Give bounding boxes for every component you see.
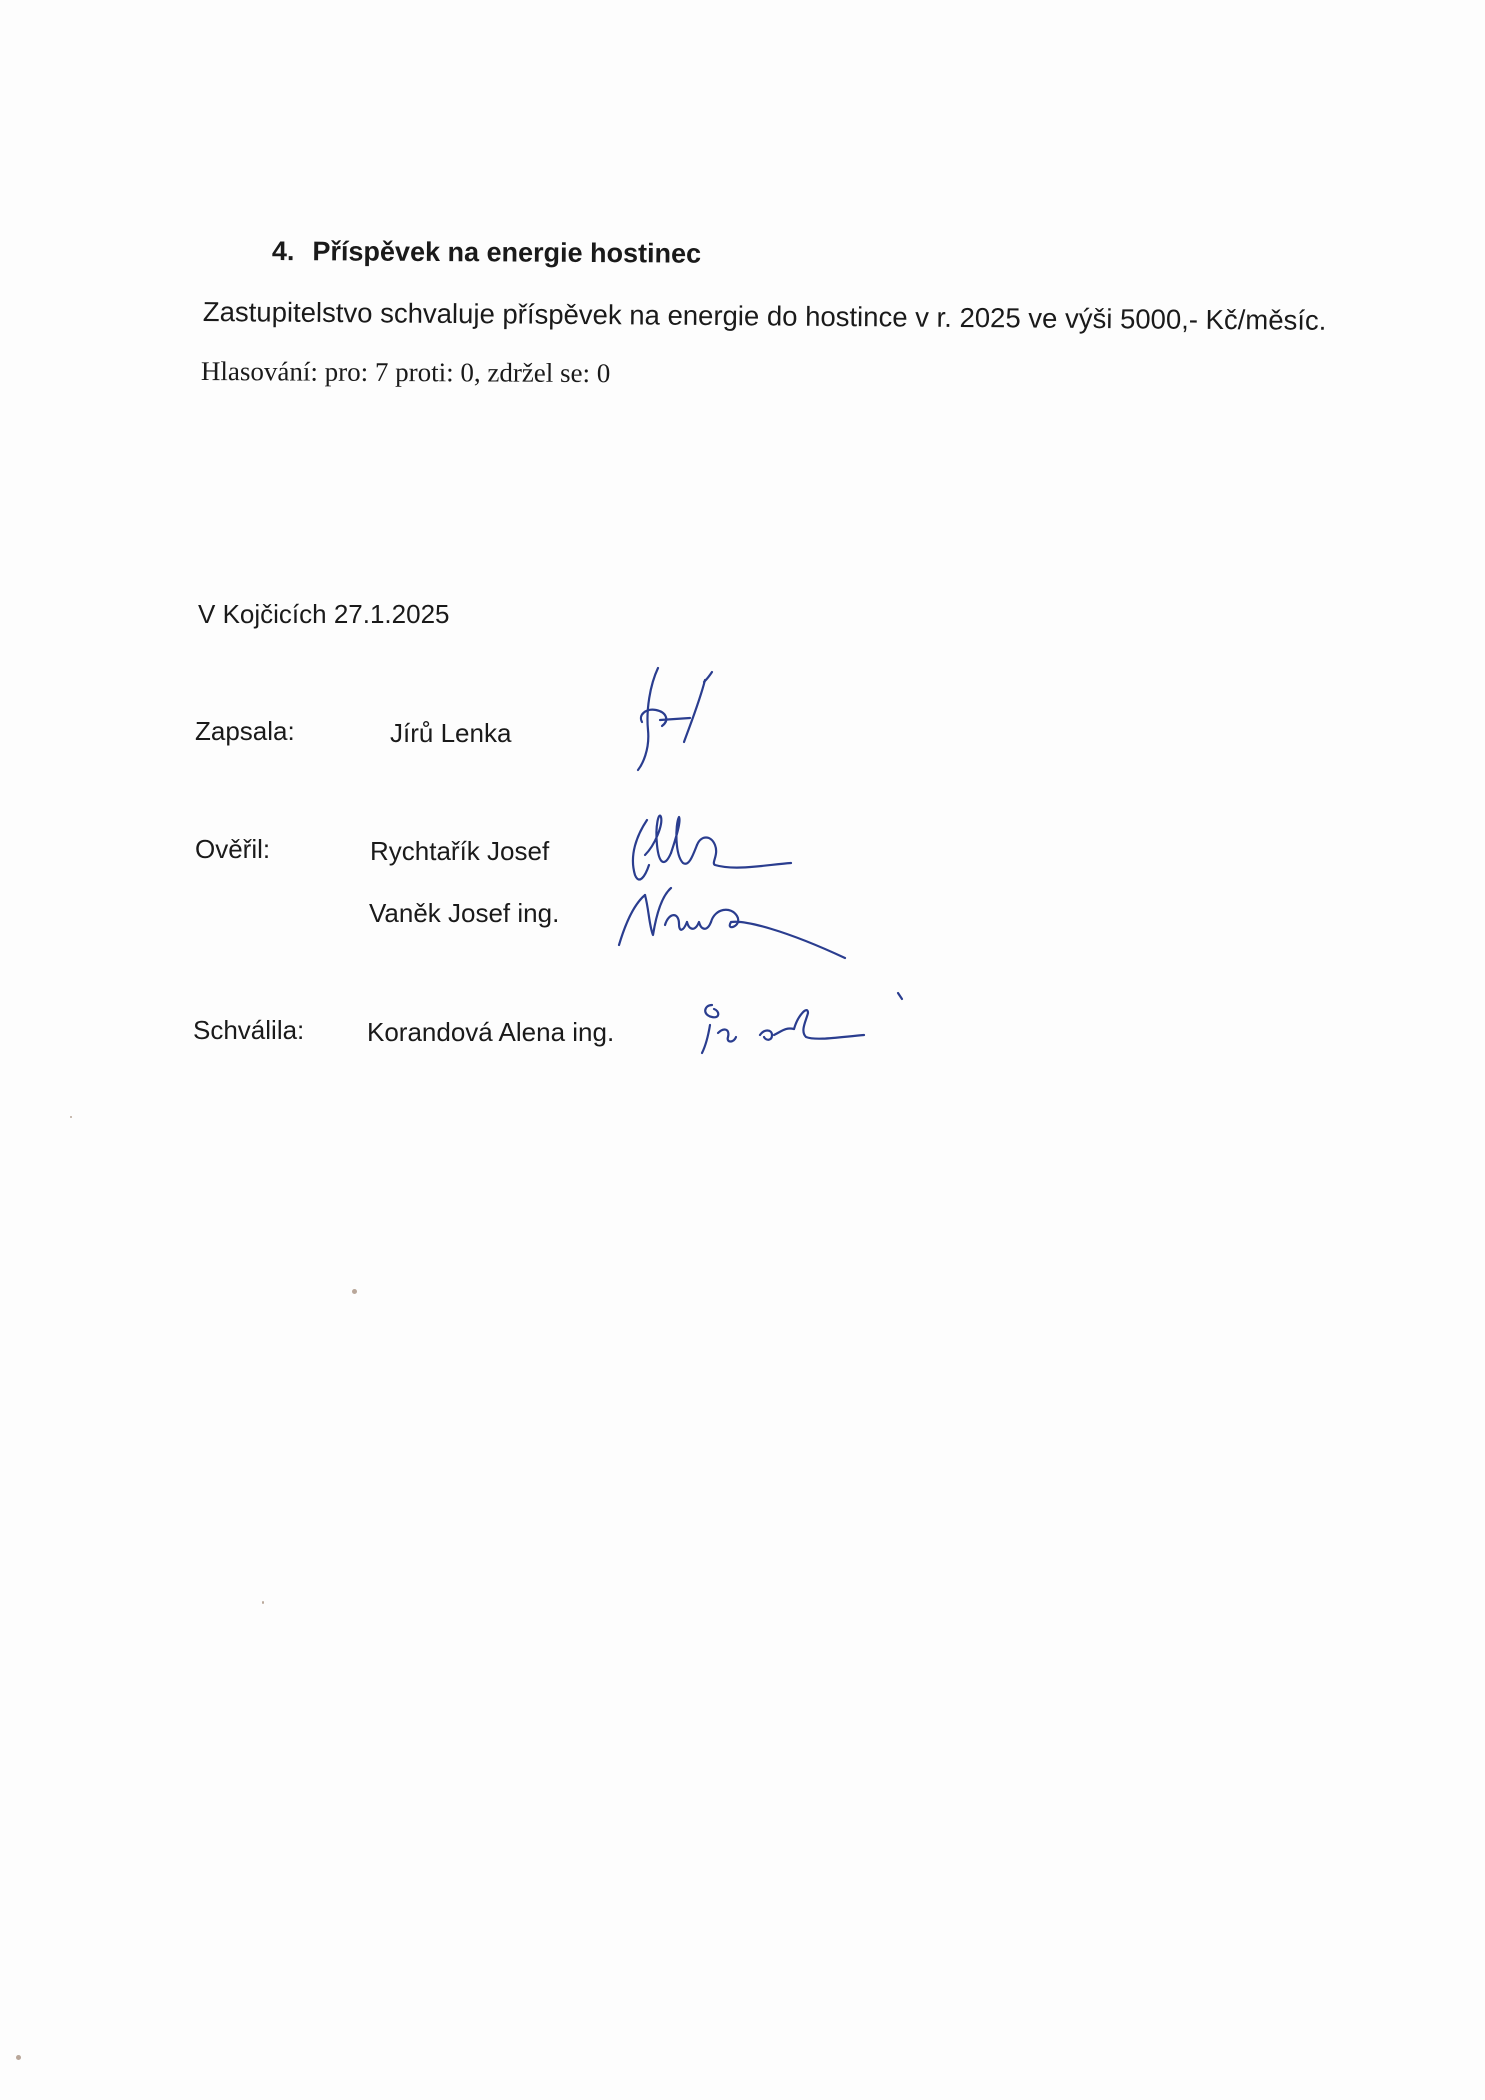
verified-by-name-2: Vaněk Josef ing. xyxy=(369,898,560,928)
recorded-by-label: Zapsala: xyxy=(195,716,295,746)
scan-speck xyxy=(70,1116,72,1118)
resolution-text: Zastupitelstvo schvaluje příspěvek na energie do hostince v r. 2025 ve výši 5000,- Kč/měsíc. xyxy=(202,296,1327,336)
item-title: Příspěvek na energie hostinec xyxy=(312,236,702,269)
item-number: 4. xyxy=(271,236,295,267)
signature-jiru xyxy=(620,660,730,780)
scan-speck xyxy=(16,2055,21,2060)
item-heading xyxy=(272,236,701,270)
approved-by-label: Schválila: xyxy=(193,1015,305,1045)
signature-vanek xyxy=(605,870,855,970)
scan-speck xyxy=(262,1601,264,1604)
verified-by-label: Ověřil: xyxy=(195,834,271,864)
signature-korandova xyxy=(690,985,910,1075)
recorded-by-name: Jírů Lenka xyxy=(390,718,512,748)
vote-result: Hlasování: pro: 7 proti: 0, zdržel se: 0 xyxy=(200,356,611,389)
scan-speck xyxy=(352,1289,357,1294)
place-date: V Kojčicích 27.1.2025 xyxy=(198,599,450,629)
verified-by-name-1: Rychtařík Josef xyxy=(370,836,550,866)
approved-by-name: Korandová Alena ing. xyxy=(367,1017,615,1047)
